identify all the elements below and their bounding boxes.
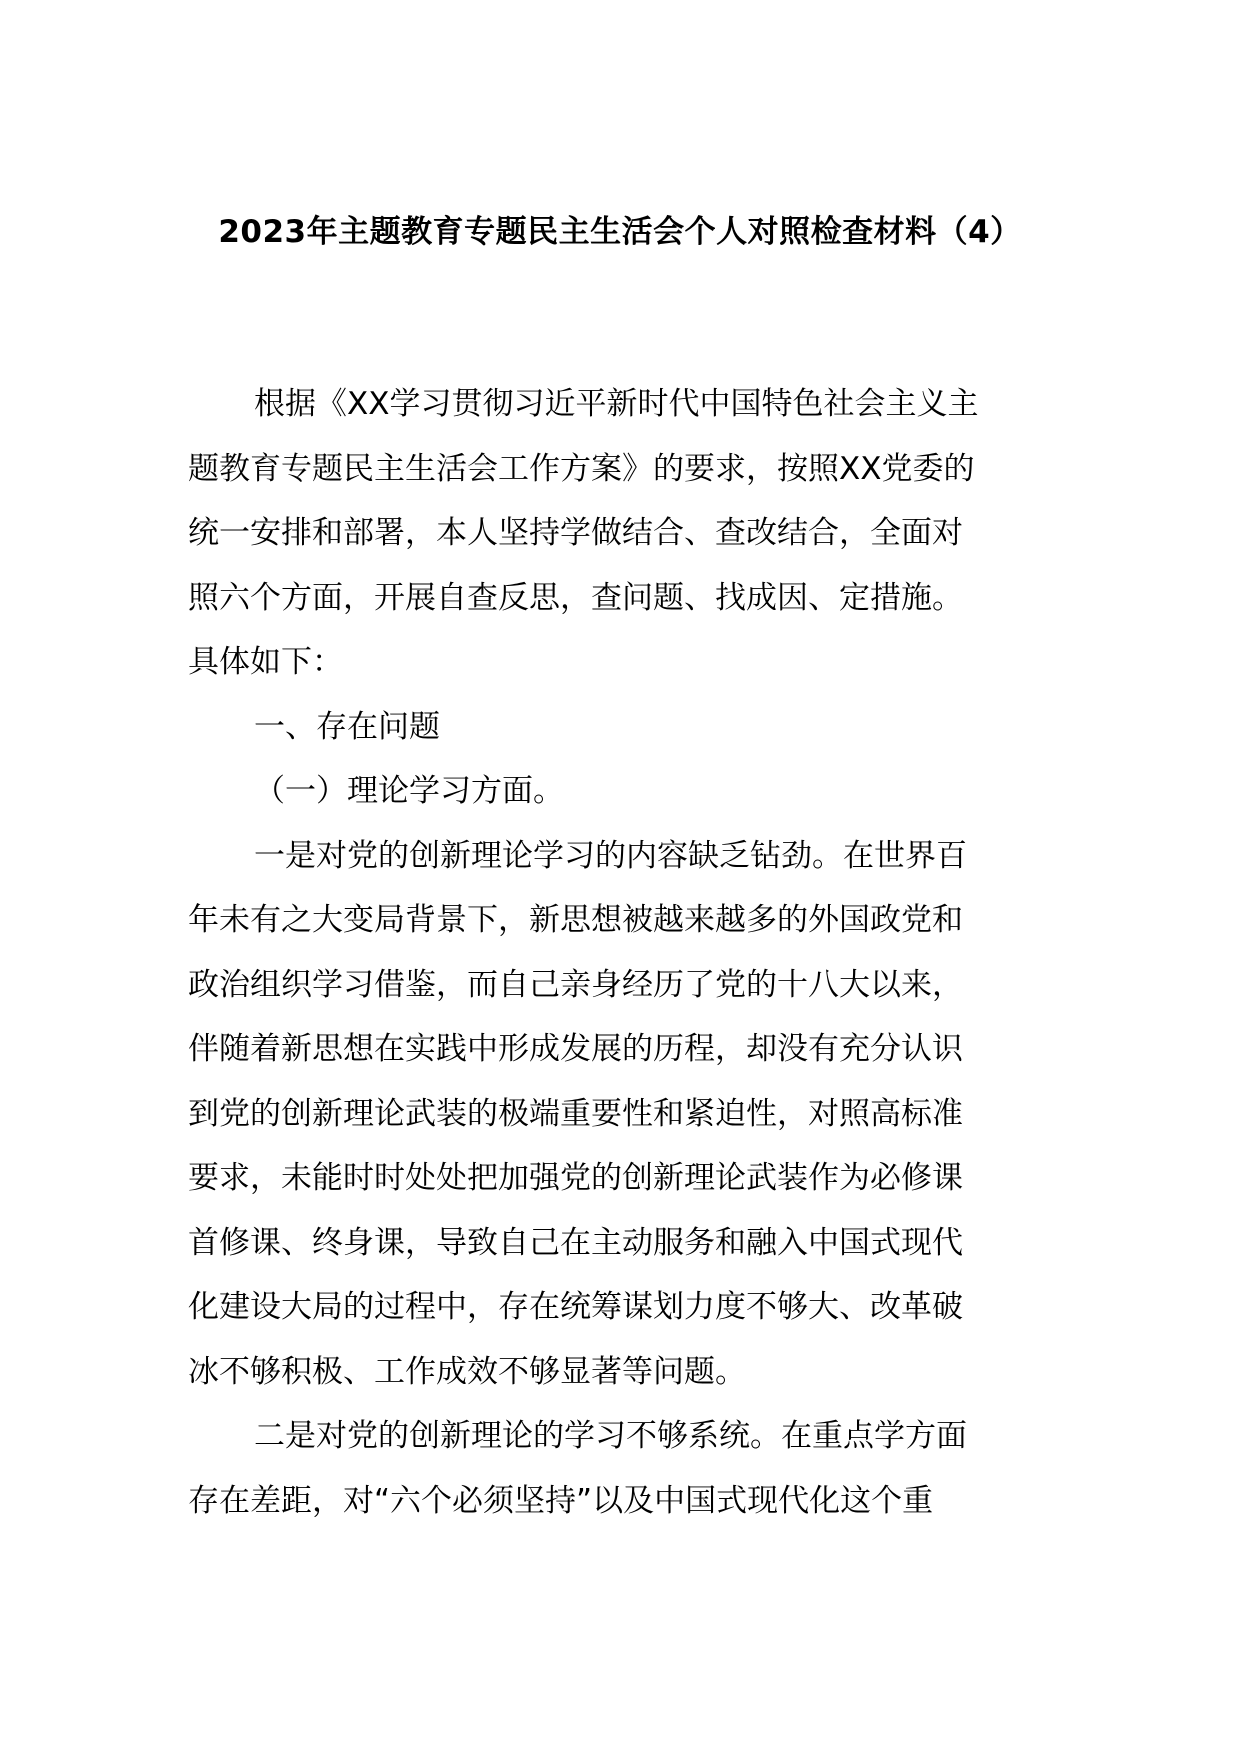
body-line: 题教育专题民主生活会工作方案》的要求，按照XX党委的 xyxy=(188,450,975,487)
body-line: 二是对党的创新理论的学习不够系统。在重点学方面 xyxy=(254,1418,967,1454)
body-line: 具体如下： xyxy=(188,644,343,680)
body-line: 一是对党的创新理论学习的内容缺乏钻劲。在世界百 xyxy=(254,837,967,874)
body-line: 一、存在问题 xyxy=(254,708,440,745)
body-line: 要求，未能时时处处把加强党的创新理论武装作为必修课 xyxy=(188,1160,963,1196)
body-line: 政治组织学习借鉴，而自己亲身经历了党的十八大以来， xyxy=(188,966,963,1003)
body-line: 首修课、终身课，导致自己在主动服务和融入中国式现代 xyxy=(188,1224,963,1261)
body-line: 冰不够积极、工作成效不够显著等问题。 xyxy=(188,1353,746,1390)
body-line: 年未有之大变局背景下，新思想被越来越多的外国政党和 xyxy=(188,902,963,938)
body-line: 统一安排和部署，本人坚持学做结合、查改结合，全面对 xyxy=(188,515,963,551)
body-line: 照六个方面，开展自查反思，查问题、找成因、定措施。 xyxy=(188,579,963,616)
body-line: （一）理论学习方面。 xyxy=(254,773,564,809)
body-line: 根据《XX学习贯彻习近平新时代中国特色社会主义主 xyxy=(254,386,979,422)
body-line: 化建设大局的过程中，存在统筹谋划力度不够大、改革破 xyxy=(188,1289,963,1325)
body-line: 伴随着新思想在实践中形成发展的历程，却没有充分认识 xyxy=(188,1031,963,1067)
body-line: 到党的创新理论武装的极端重要性和紧迫性，对照高标准 xyxy=(188,1095,963,1132)
body-line: 存在差距，对“六个必须坚持”以及中国式现代化这个重 xyxy=(188,1482,934,1519)
document-title: 2023年主题教育专题民主生活会个人对照检查材料（4） xyxy=(218,214,1022,250)
document-body xyxy=(188,372,1052,1533)
